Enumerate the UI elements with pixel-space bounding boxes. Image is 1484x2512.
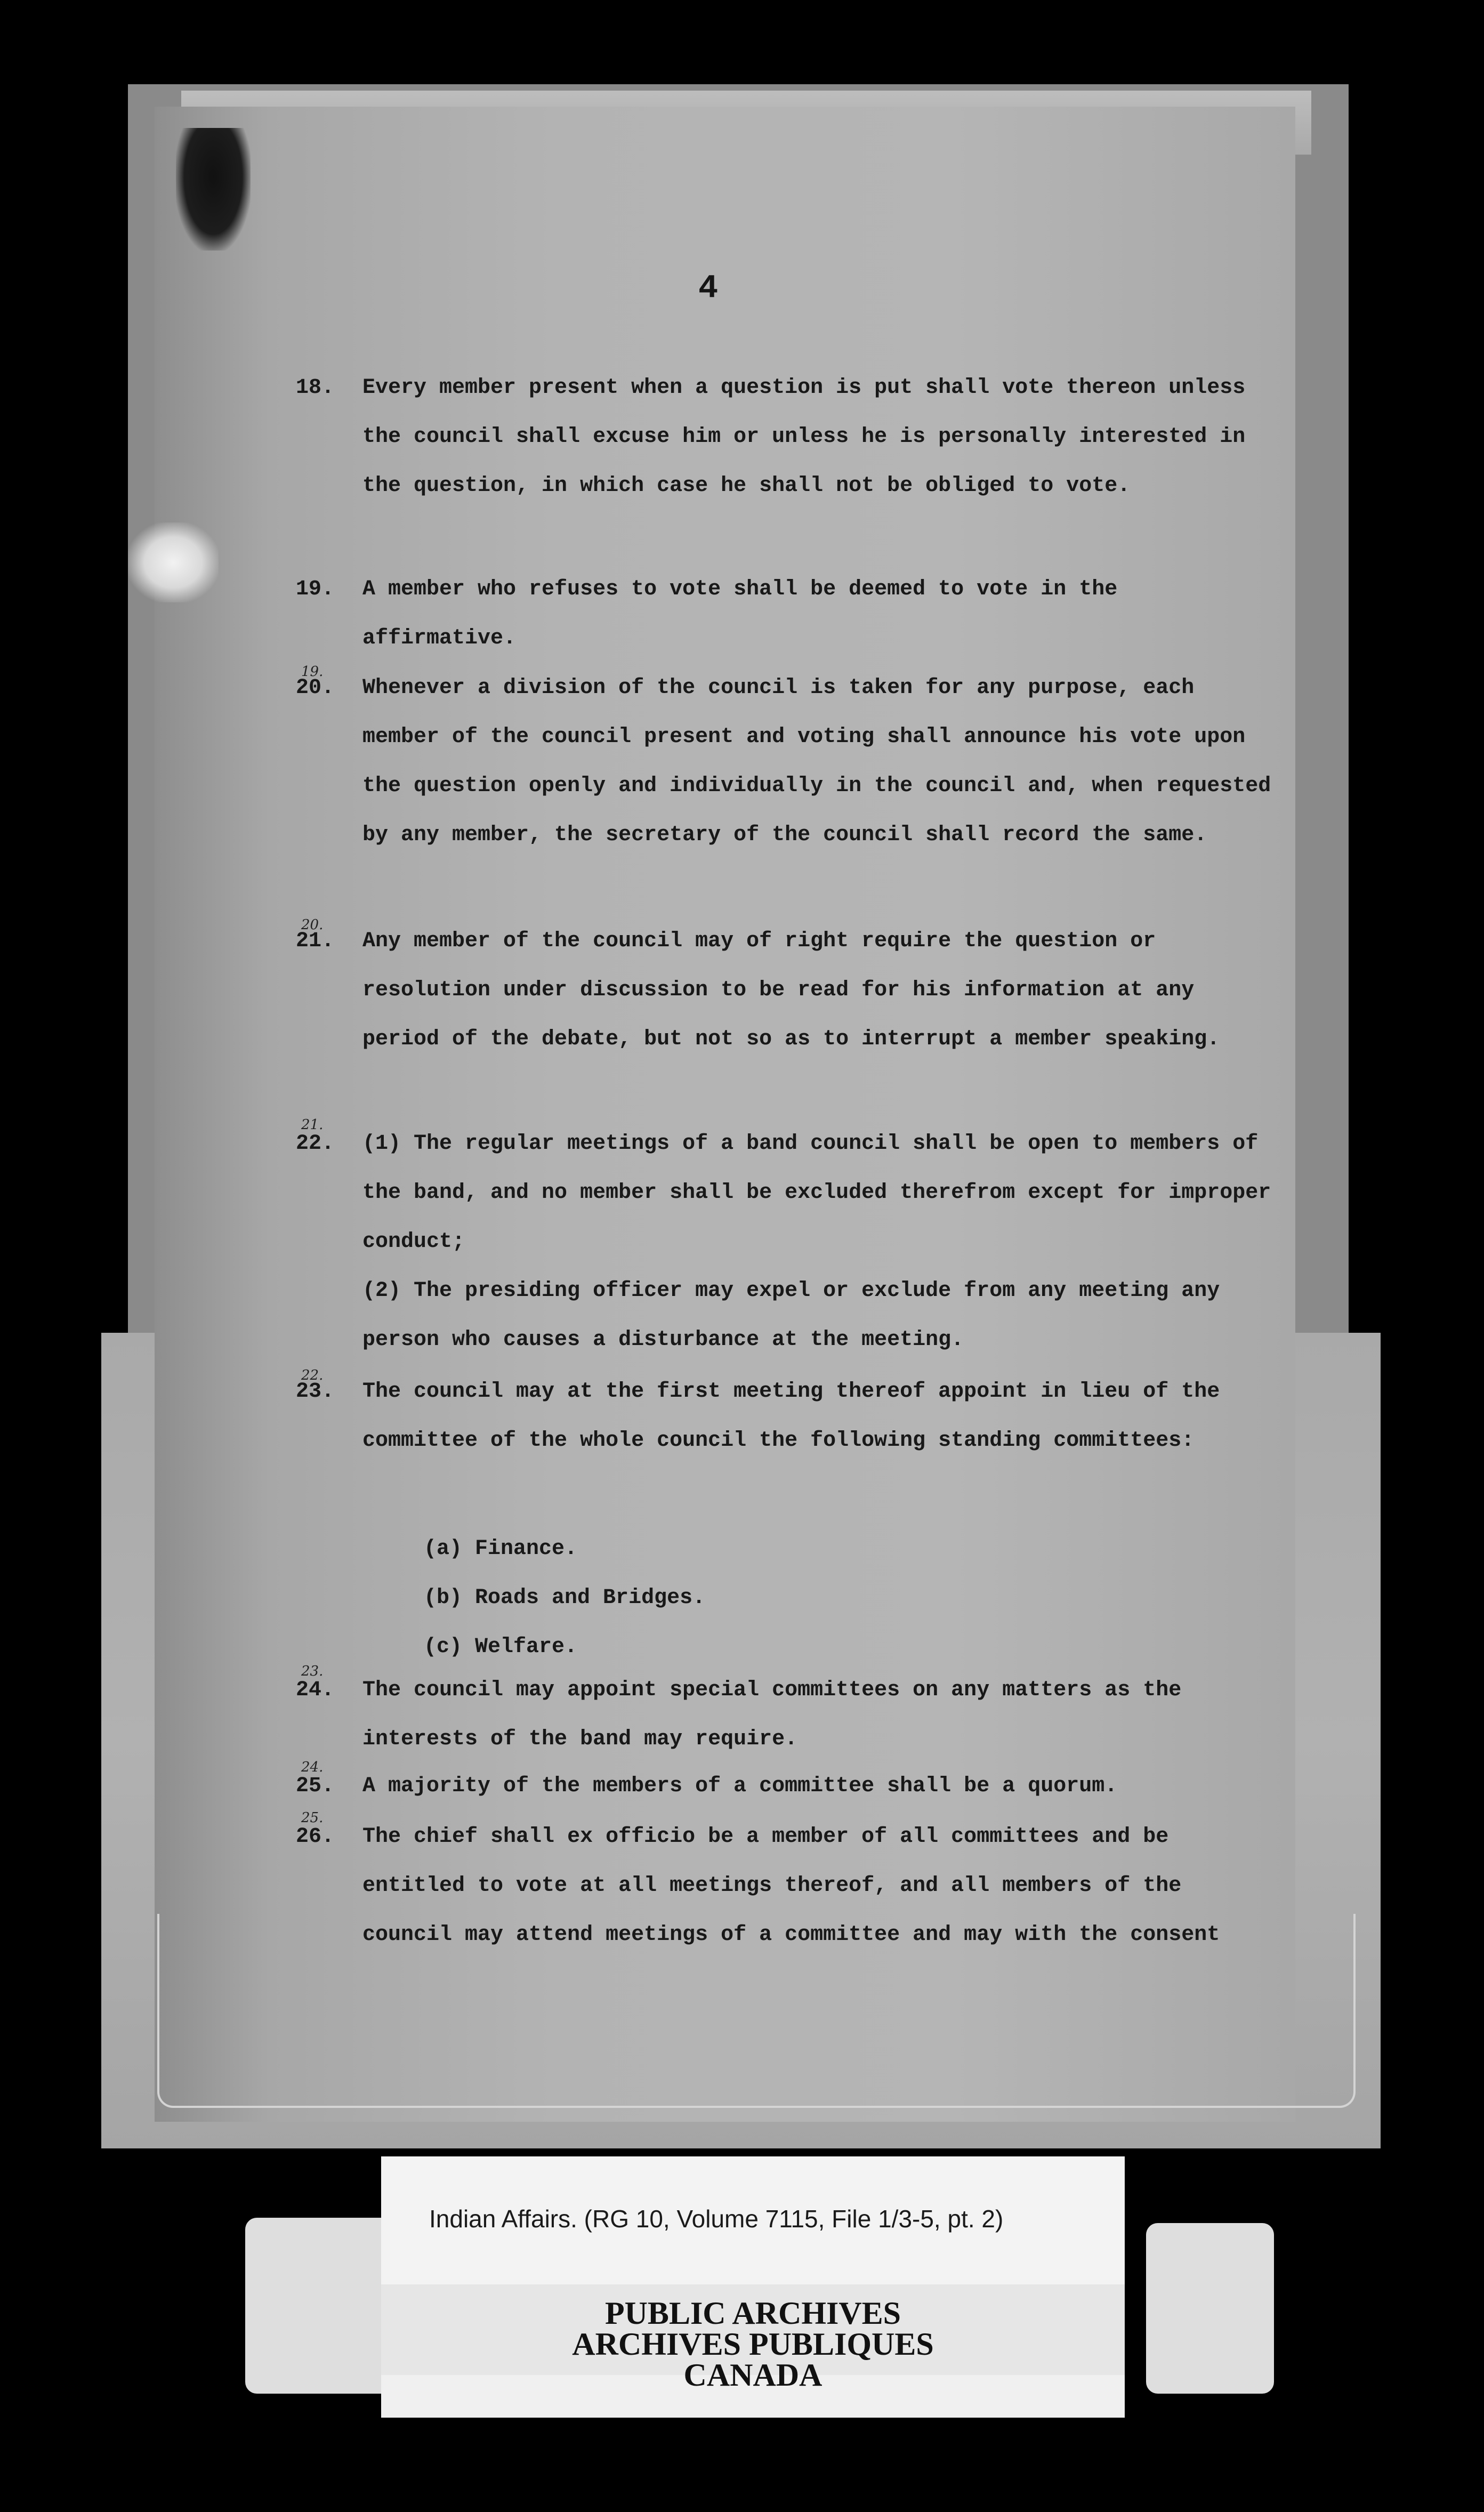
committee-item: (b) Roads and Bridges. bbox=[424, 1586, 706, 1610]
clause-number: 23. bbox=[296, 1380, 335, 1404]
handwritten-renumber: 24. bbox=[301, 1759, 324, 1775]
clause-20 bbox=[296, 664, 1271, 860]
page-number: 4 bbox=[698, 269, 719, 307]
clause-22-subsection-2: (2) The presiding officer may expel or exclude from any meeting any person who causes a disturbance at the meeting. bbox=[362, 1279, 1220, 1352]
clause-text: A member who refuses to vote shall be deemed to vote in the affirmative. bbox=[362, 577, 1118, 650]
clause-text: Any member of the council may of right require the question or resolution under discussion to be read for his information at any period of the debate, but not so as to interrupt a member speaking. bbox=[362, 929, 1220, 1051]
handwritten-renumber: 22. bbox=[301, 1367, 324, 1383]
clause-text: The council may at the first meeting thereof appoint in lieu of the committee of the whole council the following standing committees: bbox=[362, 1380, 1220, 1453]
clause-text: A majority of the members of a committee shall be a quorum. bbox=[362, 1774, 1118, 1798]
clause-24 bbox=[296, 1666, 1271, 1764]
committee-item: (a) Finance. bbox=[424, 1537, 578, 1561]
handwritten-renumber: 21. bbox=[301, 1117, 324, 1133]
archive-reference: Indian Affairs. (RG 10, Volume 7115, File 1/3-5, pt. 2) bbox=[429, 2205, 1004, 2233]
clause-number: 26. bbox=[296, 1825, 335, 1849]
clause-23 bbox=[296, 1367, 1271, 1466]
clause-text: Every member present when a question is put shall vote thereon unless the council shall excuse him or unless he is personally interested in the question, in which case he shall not be obliged to vote. bbox=[362, 376, 1246, 498]
clause-number: 18. bbox=[296, 376, 335, 400]
clause-number: 25. bbox=[296, 1774, 335, 1798]
clause-text: The council may appoint special committees on any matters as the interests of the band may require. bbox=[362, 1678, 1182, 1751]
committee-item: (c) Welfare. bbox=[424, 1635, 578, 1659]
clause-18 bbox=[296, 364, 1271, 511]
clause-21 bbox=[296, 917, 1271, 1064]
clause-26 bbox=[296, 1813, 1271, 1960]
handwritten-renumber: 23. bbox=[301, 1663, 324, 1679]
clause-text: The chief shall ex officio be a member of all committees and be entitled to vote at all meetings thereof, and all members of the council may attend meetings of a committee and may with the consent bbox=[362, 1825, 1220, 1947]
handwritten-renumber: 25. bbox=[301, 1810, 324, 1826]
clause-number: 24. bbox=[296, 1678, 335, 1702]
clause-25 bbox=[296, 1762, 1271, 1811]
handwritten-renumber: 19. bbox=[301, 664, 324, 680]
archive-stamp-line-3: CANADA bbox=[683, 2357, 822, 2393]
clause-number: 21. bbox=[296, 929, 335, 953]
archive-tab-right bbox=[1146, 2223, 1274, 2394]
clause-number: 22. bbox=[296, 1132, 335, 1156]
clause-number: 19. bbox=[296, 577, 335, 601]
archive-stamp-line-1: PUBLIC ARCHIVES bbox=[604, 2296, 901, 2331]
clause-19 bbox=[296, 565, 1271, 663]
clause-text: (1) The regular meetings of a band council shall be open to members of the band, and no member shall be excluded therefrom except for improper conduct; bbox=[362, 1132, 1271, 1254]
clause-text: Whenever a division of the council is taken for any purpose, each member of the council present and voting shall announce his vote upon the question openly and individually in the council and, when requested by any member, the secretary of the council shall record the same. bbox=[362, 676, 1271, 847]
clause-number: 20. bbox=[296, 676, 335, 700]
handwritten-renumber: 20. bbox=[301, 917, 324, 933]
clause-22 bbox=[296, 1120, 1271, 1267]
archive-stamp-line-2: ARCHIVES PUBLIQUES bbox=[572, 2326, 934, 2362]
